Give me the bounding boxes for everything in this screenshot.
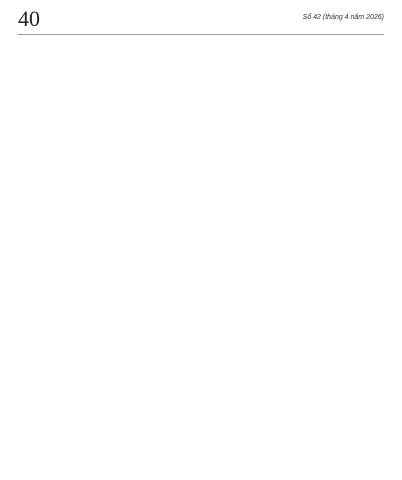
header-rule <box>18 34 384 35</box>
page-number: 40 <box>18 6 40 31</box>
right-column <box>205 44 384 470</box>
issue-label: Số 42 (tháng 4 năm 2026) <box>302 14 384 21</box>
left-column <box>18 44 197 470</box>
